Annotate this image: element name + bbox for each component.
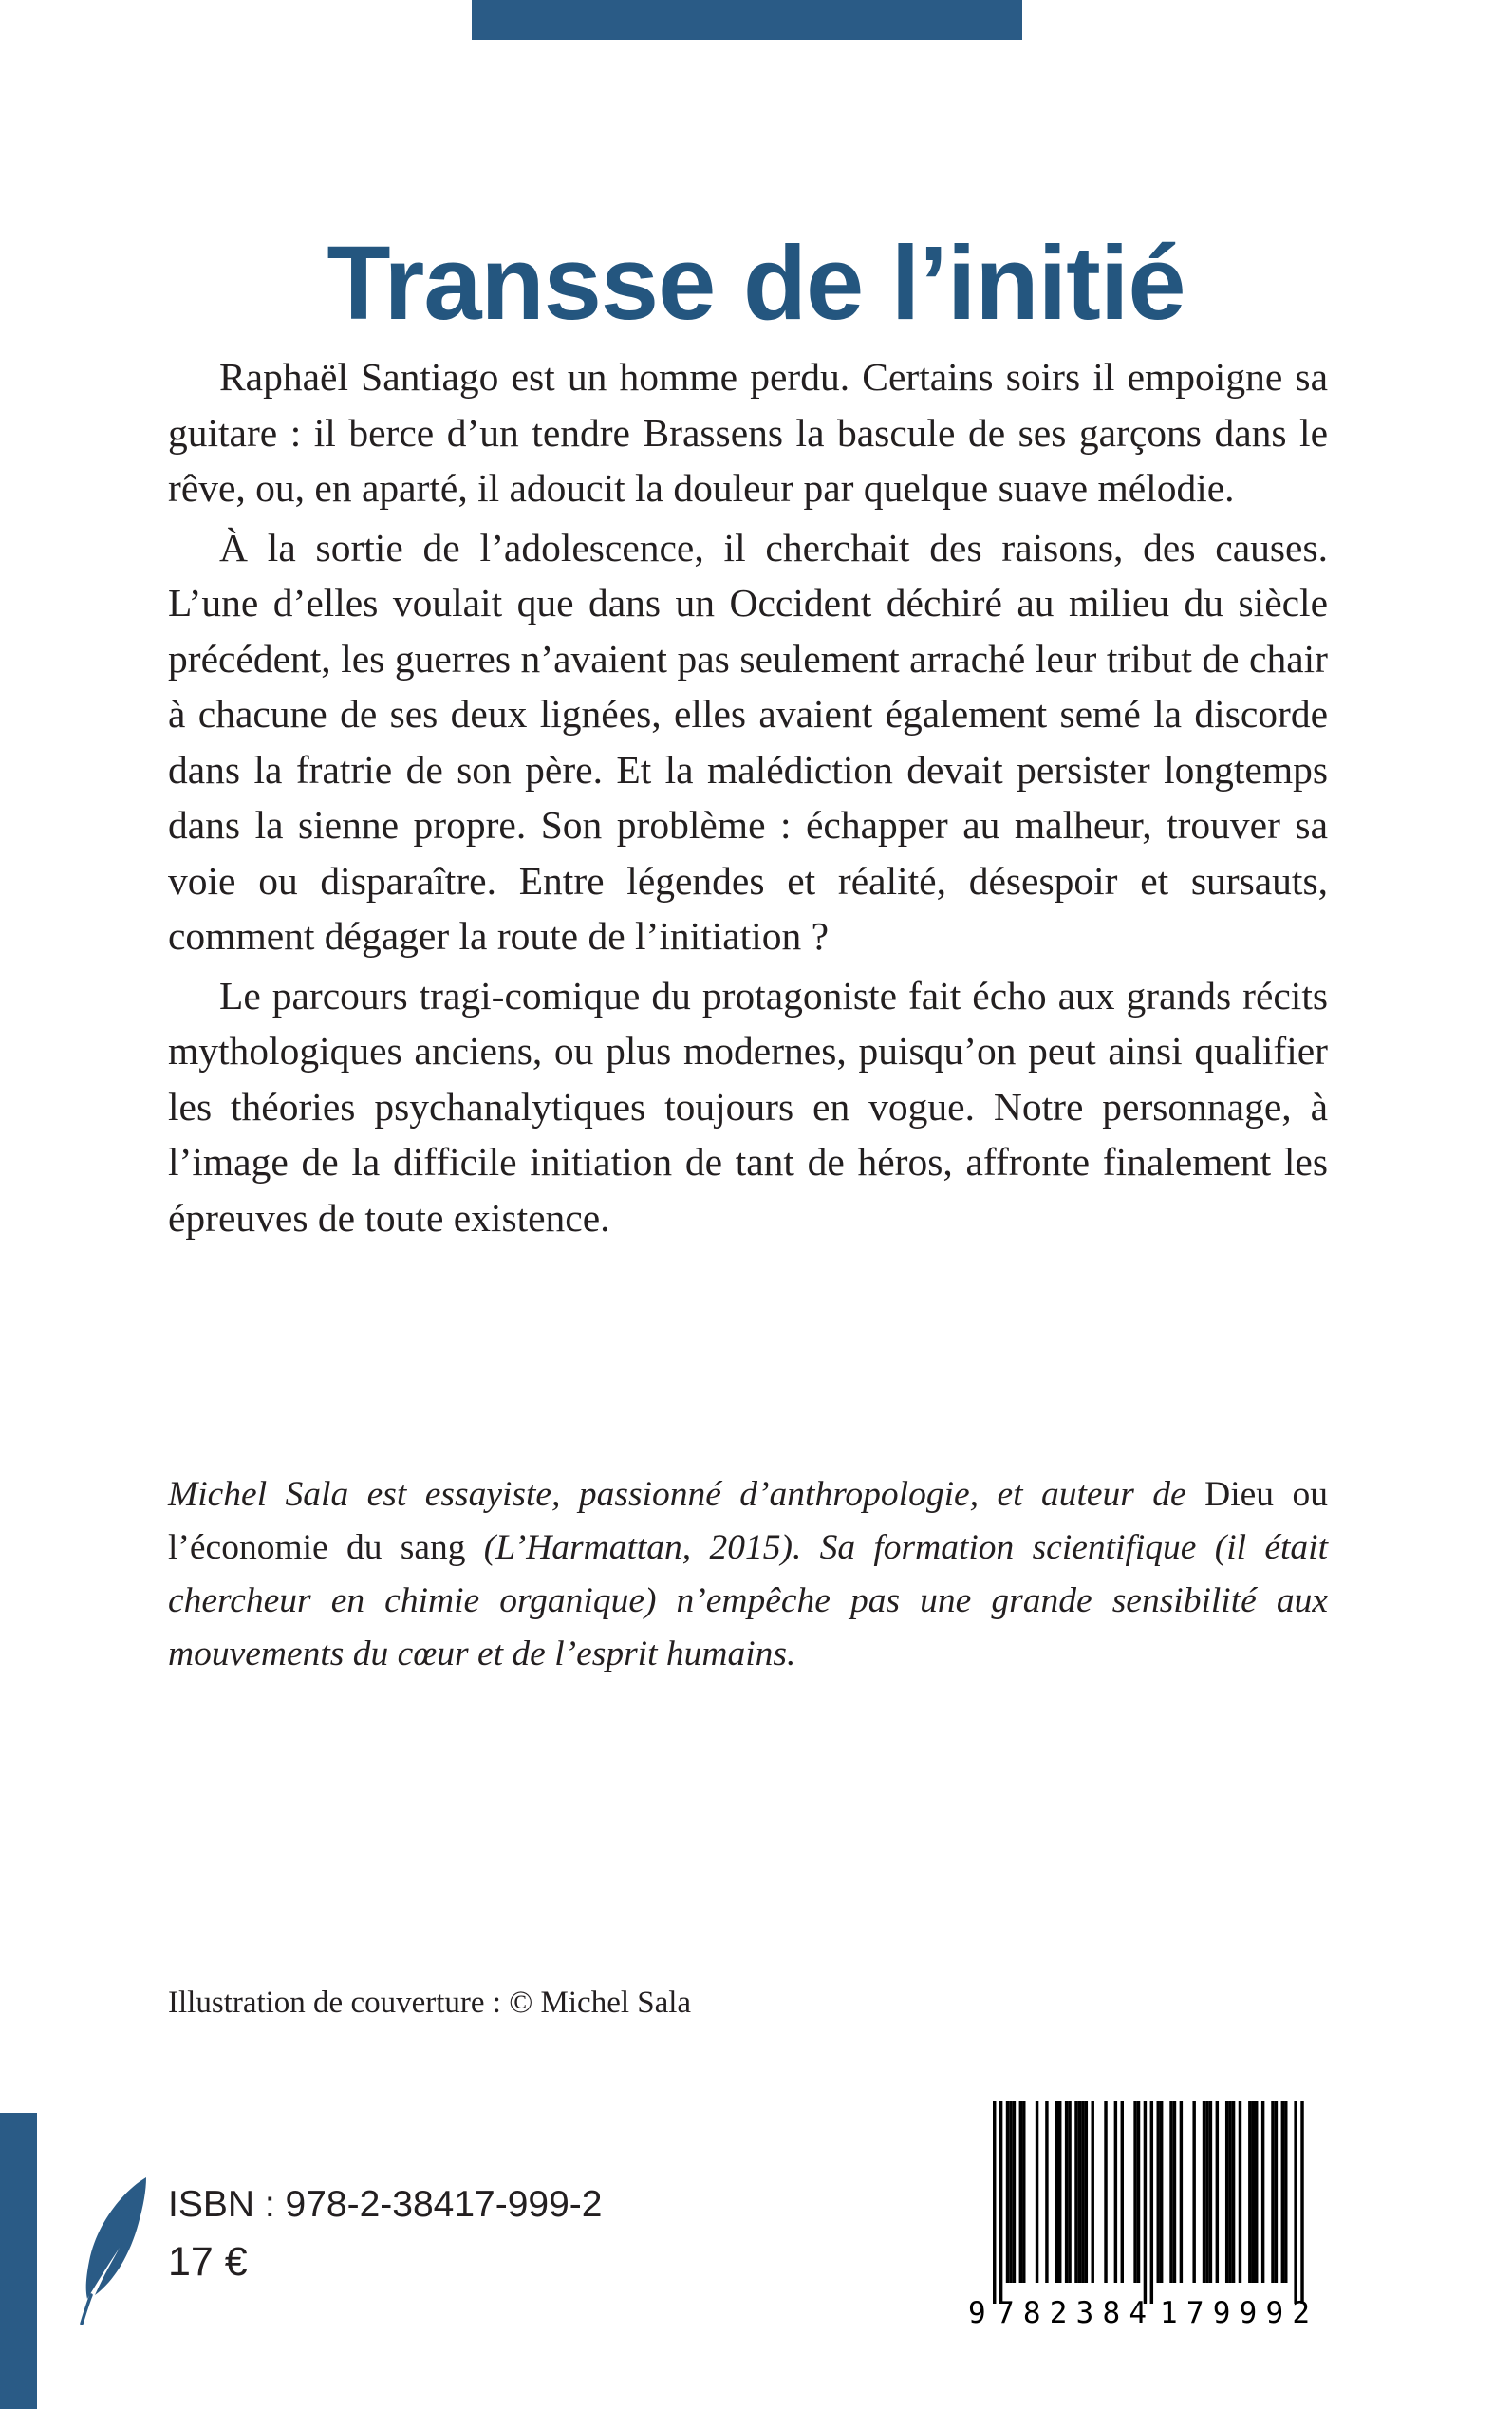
barcode-bar bbox=[1137, 2101, 1140, 2283]
barcode-bar bbox=[1104, 2101, 1107, 2283]
barcode-bar bbox=[1006, 2101, 1009, 2283]
quill-feather-icon bbox=[76, 2174, 157, 2325]
barcode-bar bbox=[1022, 2101, 1025, 2283]
author-bio bbox=[168, 1468, 1328, 1681]
barcode-bar bbox=[1300, 2101, 1303, 2304]
barcode-bar bbox=[1205, 2101, 1208, 2283]
barcode-digits-left: 782384 bbox=[997, 2296, 1147, 2330]
summary-paragraph-2: À la sortie de l’adolescence, il cherchait des raisons, des causes. L’une d’elles voulait que dans un Occident déchiré au milieu du siècle précédent, les guerres n’avaient pas seulement arraché leur tribut de chair à chacune de ses deux lignées, elles avaient également semé la discorde dans la fratrie de son père. Et la malédiction devait persister longtemps dans la sienne propre. Son problème : échapper au malheur, trouver sa voie ou disparaître. Entre légendes et réalité, désespoir et sursauts, comment dégager la route de l’initiation ? bbox=[168, 525, 1328, 958]
barcode-bar bbox=[1157, 2101, 1160, 2283]
barcode-bar bbox=[1271, 2101, 1274, 2283]
barcode-bar bbox=[1203, 2101, 1205, 2283]
barcode-bar bbox=[1252, 2101, 1255, 2283]
bio-book-title: Dieu ou l’économie du sang bbox=[168, 1475, 1328, 1567]
barcode-bar bbox=[1239, 2101, 1241, 2283]
barcode-bar bbox=[1065, 2101, 1068, 2283]
barcode-bar bbox=[1173, 2101, 1176, 2283]
barcode-bar bbox=[1255, 2101, 1258, 2283]
barcode-bar bbox=[1284, 2101, 1287, 2283]
isbn-barcode bbox=[964, 2093, 1330, 2330]
barcode-bar bbox=[999, 2101, 1002, 2304]
barcode-bar bbox=[1055, 2101, 1058, 2283]
barcode-bar bbox=[1009, 2101, 1012, 2283]
barcode-bar bbox=[1281, 2101, 1284, 2283]
isbn-number: ISBN : 978-2-38417-999-2 bbox=[168, 2184, 603, 2225]
barcode-bar bbox=[1160, 2101, 1163, 2283]
barcode-bar bbox=[1169, 2101, 1172, 2283]
barcode-digit-first: 9 bbox=[968, 2296, 986, 2330]
barcode-bar bbox=[1013, 2101, 1016, 2283]
barcode-bar bbox=[1228, 2101, 1231, 2283]
barcode-bar bbox=[1275, 2101, 1278, 2283]
barcode-bar bbox=[1058, 2101, 1061, 2283]
book-summary bbox=[168, 349, 1328, 1249]
barcode-bar bbox=[1180, 2101, 1183, 2283]
barcode-bar bbox=[1150, 2101, 1153, 2304]
barcode-bar bbox=[1085, 2101, 1088, 2283]
barcode-bar bbox=[1068, 2101, 1071, 2283]
barcode-bar bbox=[1261, 2101, 1264, 2283]
bio-text-2: (L’Harmattan, 2015). Sa formation scientifique (il était chercheur en chimie organique) n’empêche pas une grande sensibilité aux mouvements du cœur et de l’esprit humains. bbox=[168, 1528, 1328, 1673]
barcode-bar bbox=[1078, 2101, 1081, 2283]
barcode-bar bbox=[993, 2101, 996, 2304]
book-title: Transse de l’initié bbox=[327, 224, 1185, 342]
bio-text-1: Michel Sala est essayiste, passionné d’anthropologie, et auteur de bbox=[168, 1475, 1205, 1514]
barcode-bar bbox=[1121, 2101, 1124, 2283]
barcode-bar bbox=[1036, 2101, 1038, 2283]
barcode-bar bbox=[1294, 2101, 1297, 2304]
summary-paragraph-1: Raphaël Santiago est un homme perdu. Certains soirs il empoigne sa guitare : il berce d’un tendre Brassens la bascule de ses garçons dans le rêve, ou, en aparté, il adoucit la douleur par quelque suave mélodie. bbox=[168, 355, 1328, 510]
barcode-bar bbox=[1092, 2101, 1094, 2283]
barcode-bar bbox=[1019, 2101, 1022, 2283]
price-label: 17 € bbox=[168, 2239, 248, 2285]
barcode-bar bbox=[1081, 2101, 1084, 2283]
barcode-bar bbox=[1232, 2101, 1235, 2283]
barcode-bar bbox=[1144, 2101, 1147, 2304]
left-accent-bar bbox=[0, 2113, 37, 2409]
top-accent-bar bbox=[472, 0, 1022, 40]
barcode-bar bbox=[1209, 2101, 1212, 2283]
summary-paragraph-3: Le parcours tragi-comique du protagoniste fait écho aux grands récits mythologiques anciens, ou plus modernes, puisqu’on peut ainsi qualifier les théories psychanalytiques toujours en vogue. Notre personnage, à l’image de la difficile initiation de tant de héros, affronte finalement les épreuves de toute existence. bbox=[168, 973, 1328, 1240]
barcode-bar bbox=[1248, 2101, 1251, 2283]
barcode-bar bbox=[1114, 2101, 1117, 2283]
barcode-bar bbox=[1225, 2101, 1228, 2283]
barcode-bar bbox=[1133, 2101, 1136, 2283]
barcode-digits-right: 179992 bbox=[1160, 2296, 1310, 2330]
barcode-bar bbox=[1216, 2101, 1219, 2283]
cover-illustration-credit: Illustration de couverture : © Michel Sala bbox=[168, 1986, 692, 2020]
barcode-bar bbox=[1192, 2101, 1195, 2283]
barcode-bar bbox=[1074, 2101, 1077, 2283]
barcode-bar bbox=[1045, 2101, 1048, 2283]
